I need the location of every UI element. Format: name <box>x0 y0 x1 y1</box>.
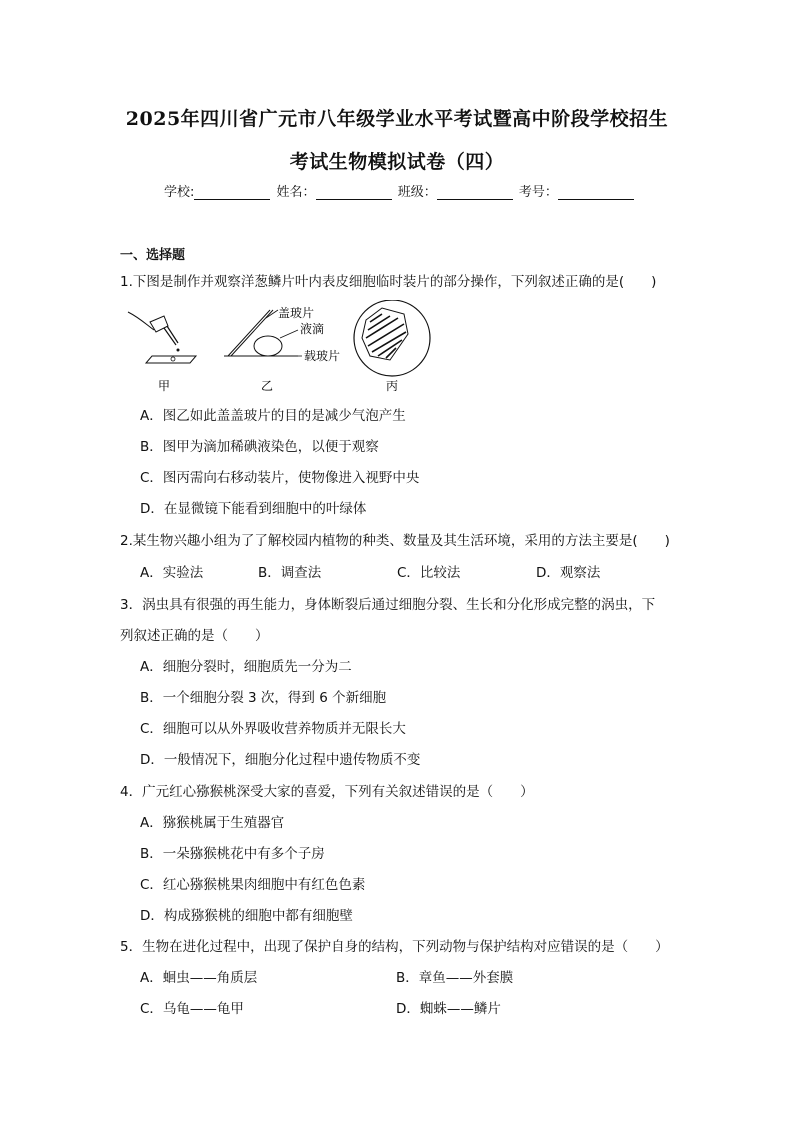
question-1-option-a[interactable]: A．图乙如此盖盖玻片的目的是减少气泡产生 <box>140 408 406 424</box>
exam-no-label: 考号： <box>518 185 558 200</box>
question-4-option-a[interactable]: A．猕猴桃属于生殖器官 <box>140 815 285 831</box>
name-blank[interactable] <box>316 187 392 200</box>
figure-jia-label: 甲 <box>157 379 171 393</box>
question-1-option-c[interactable]: C．图丙需向右移动装片，使物像进入视野中央 <box>140 470 420 486</box>
question-4-option-d[interactable]: D．构成猕猴桃的细胞中都有细胞壁 <box>140 908 353 924</box>
question-1-figure <box>120 300 450 400</box>
question-2-option-a[interactable]: A．实验法 <box>140 565 204 581</box>
question-3-option-a[interactable]: A．细胞分裂时，细胞质先一分为二 <box>140 659 352 675</box>
class-label: 班级： <box>397 185 437 200</box>
question-3-option-c[interactable]: C．细胞可以从外界吸收营养物质并无限长大 <box>140 721 406 737</box>
question-1-option-b[interactable]: B．图甲为滴加稀碘液染色，以便于观察 <box>140 439 379 455</box>
school-label: 学校: <box>164 185 195 200</box>
exam-title-line2: 考试生物模拟试卷（四） <box>289 151 505 173</box>
slide-label: 载玻片 <box>304 349 341 363</box>
question-1-stem: 1.下图是制作并观察洋葱鳞片叶内表皮细胞临时装片的部分操作，下列叙述正确的是( ) <box>120 274 657 290</box>
class-blank[interactable] <box>437 187 513 200</box>
drop-label: 液滴 <box>300 322 325 336</box>
question-5-stem: 5．生物在进化过程中，出现了保护自身的结构，下列动物与保护结构对应错误的是（ ） <box>120 939 669 955</box>
question-4-stem: 4．广元红心猕猴桃深受大家的喜爱，下列有关叙述错误的是（ ） <box>120 784 534 800</box>
exam-no-blank[interactable] <box>558 187 634 200</box>
question-5-option-c[interactable]: C．乌龟——龟甲 <box>140 1001 244 1017</box>
figure-bing-field-of-view <box>354 300 430 376</box>
question-3-option-d[interactable]: D．一般情况下，细胞分化过程中遗传物质不变 <box>140 752 421 768</box>
figure-bing-label: 丙 <box>385 379 399 393</box>
question-4-option-b[interactable]: B．一朵猕猴桃花中有多个子房 <box>140 846 325 862</box>
question-5-option-a[interactable]: A．蛔虫——角质层 <box>140 970 258 986</box>
name-label: 姓名： <box>276 185 316 200</box>
school-blank[interactable] <box>194 187 270 200</box>
question-3-stem-line2: 列叙述正确的是（ ） <box>120 628 269 644</box>
coverslip-label: 盖玻片 <box>278 306 315 320</box>
figure-jia-dropper-diagram <box>128 312 196 363</box>
question-2-stem: 2.某生物兴趣小组为了了解校园内植物的种类、数量及其生活环境，采用的方法主要是( ) <box>120 533 670 549</box>
question-1-option-d[interactable]: D．在显微镜下能看到细胞中的叶绿体 <box>140 501 367 517</box>
section-heading: 一、选择题 <box>120 248 186 263</box>
question-4-option-c[interactable]: C．红心猕猴桃果肉细胞中有红色色素 <box>140 877 366 893</box>
question-2-option-c[interactable]: C．比较法 <box>397 565 461 581</box>
question-5-option-d[interactable]: D．蜘蛛——鳞片 <box>396 1001 501 1017</box>
figure-yi-label: 乙 <box>260 379 274 393</box>
question-5-option-b[interactable]: B．章鱼——外套膜 <box>396 970 514 986</box>
question-2-option-b[interactable]: B．调查法 <box>258 565 322 581</box>
student-info-row <box>164 181 636 200</box>
exam-title-line1: 2025年四川省广元市八年级学业水平考试暨高中阶段学校招生 <box>125 108 669 130</box>
question-2-option-d[interactable]: D．观察法 <box>536 565 601 581</box>
question-3-stem-line1: 3．涡虫具有很强的再生能力，身体断裂后通过细胞分裂、生长和分化形成完整的涡虫，下 <box>120 597 656 613</box>
question-3-option-b[interactable]: B．一个细胞分裂 3 次，得到 6 个新细胞 <box>140 690 387 706</box>
